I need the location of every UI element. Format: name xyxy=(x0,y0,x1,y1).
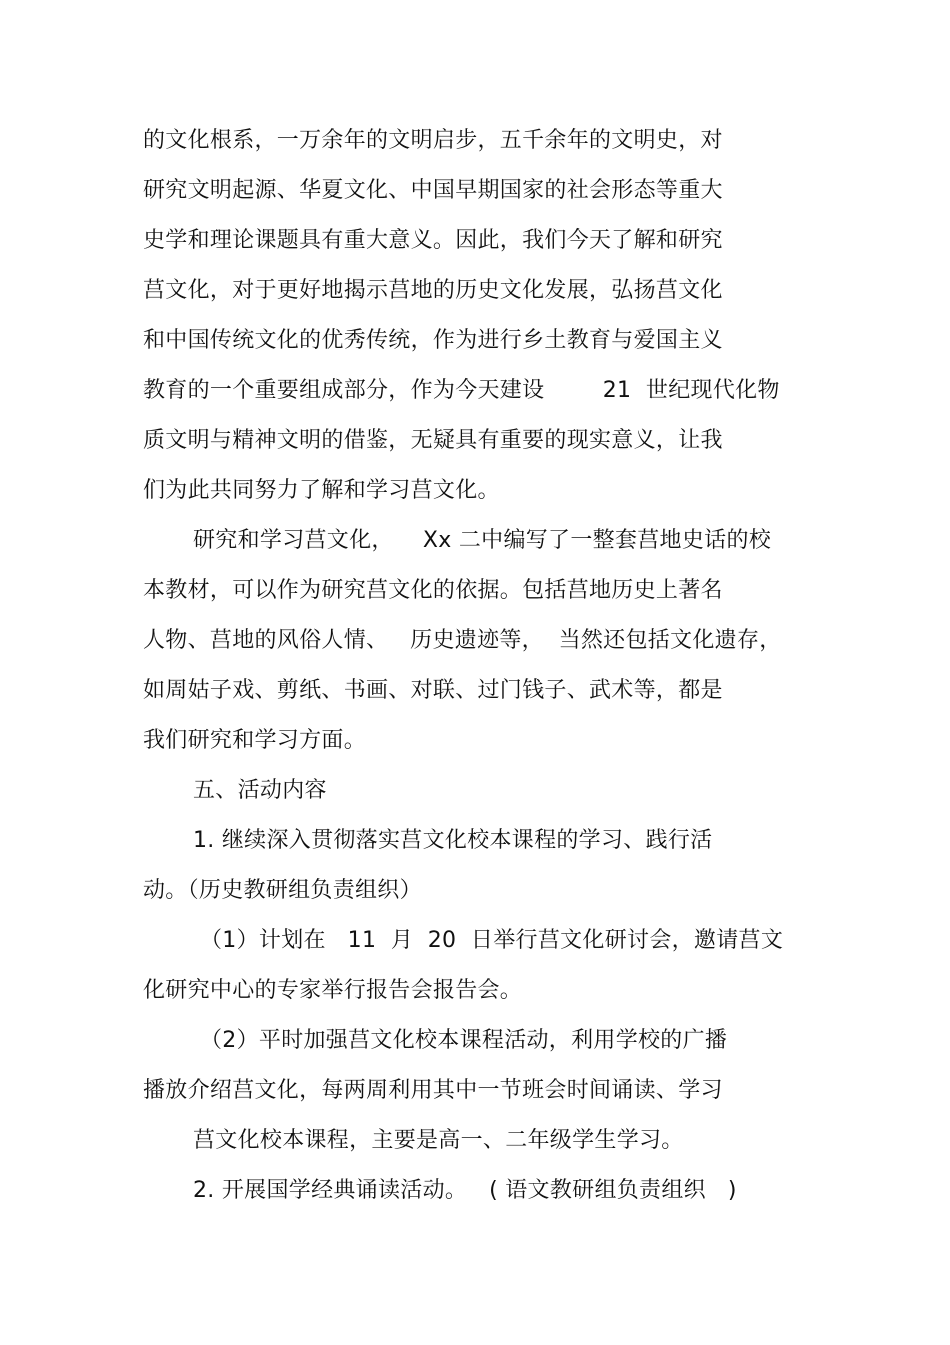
sub-item-1: （1）计划在 11 月 20 日举行莒文化研讨会，邀请莒文 xyxy=(200,928,784,953)
list-item-2: 2. 开展国学经典诵读活动。 ( 语文教研组负责组织 ) xyxy=(193,1178,737,1203)
text-line: 质文明与精神文明的借鉴，无疑具有重要的现实意义，让我 xyxy=(143,428,723,453)
text-line: 播放介绍莒文化，每两周利用其中一节班会时间诵读、学习 xyxy=(143,1078,723,1103)
text-line: 们为此共同努力了解和学习莒文化。 xyxy=(143,478,500,503)
text-line: 如周姑子戏、剪纸、书画、对联、过门钱子、武术等，都是 xyxy=(143,678,723,703)
text-line: 和中国传统文化的优秀传统，作为进行乡土教育与爱国主义 xyxy=(143,328,723,353)
text-line: 动。（历史教研组负责组织） xyxy=(143,878,422,903)
text-line: 莒文化，对于更好地揭示莒地的历史文化发展，弘扬莒文化 xyxy=(143,278,723,303)
paragraph-start-line: 研究和学习莒文化， Xx 二中编写了一整套莒地史话的校 xyxy=(193,528,772,553)
text-line: 教育的一个重要组成部分，作为今天建设 21 世纪现代化物 xyxy=(143,378,780,403)
text-line: 化研究中心的专家举行报告会报告会。 xyxy=(143,978,523,1003)
section-heading: 五、活动内容 xyxy=(193,778,327,803)
sub-item-2: （2）平时加强莒文化校本课程活动，利用学校的广播 xyxy=(200,1028,728,1053)
text-line: 的文化根系，一万余年的文明启步，五千余年的文明史，对 xyxy=(143,128,723,153)
text-line: 我们研究和学习方面。 xyxy=(143,728,367,753)
text-line: 人物、莒地的风俗人情、 历史遗迹等， 当然还包括文化遗存， xyxy=(143,628,782,653)
list-item-1: 1. 继续深入贯彻落实莒文化校本课程的学习、践行活 xyxy=(193,828,713,853)
text-line: 史学和理论课题具有重大意义。因此，我们今天了解和研究 xyxy=(143,228,723,253)
text-line: 莒文化校本课程，主要是高一、二年级学生学习。 xyxy=(193,1128,684,1153)
text-line: 本教材，可以作为研究莒文化的依据。包括莒地历史上著名 xyxy=(143,578,723,603)
text-line: 研究文明起源、华夏文化、中国早期国家的社会形态等重大 xyxy=(143,178,723,203)
